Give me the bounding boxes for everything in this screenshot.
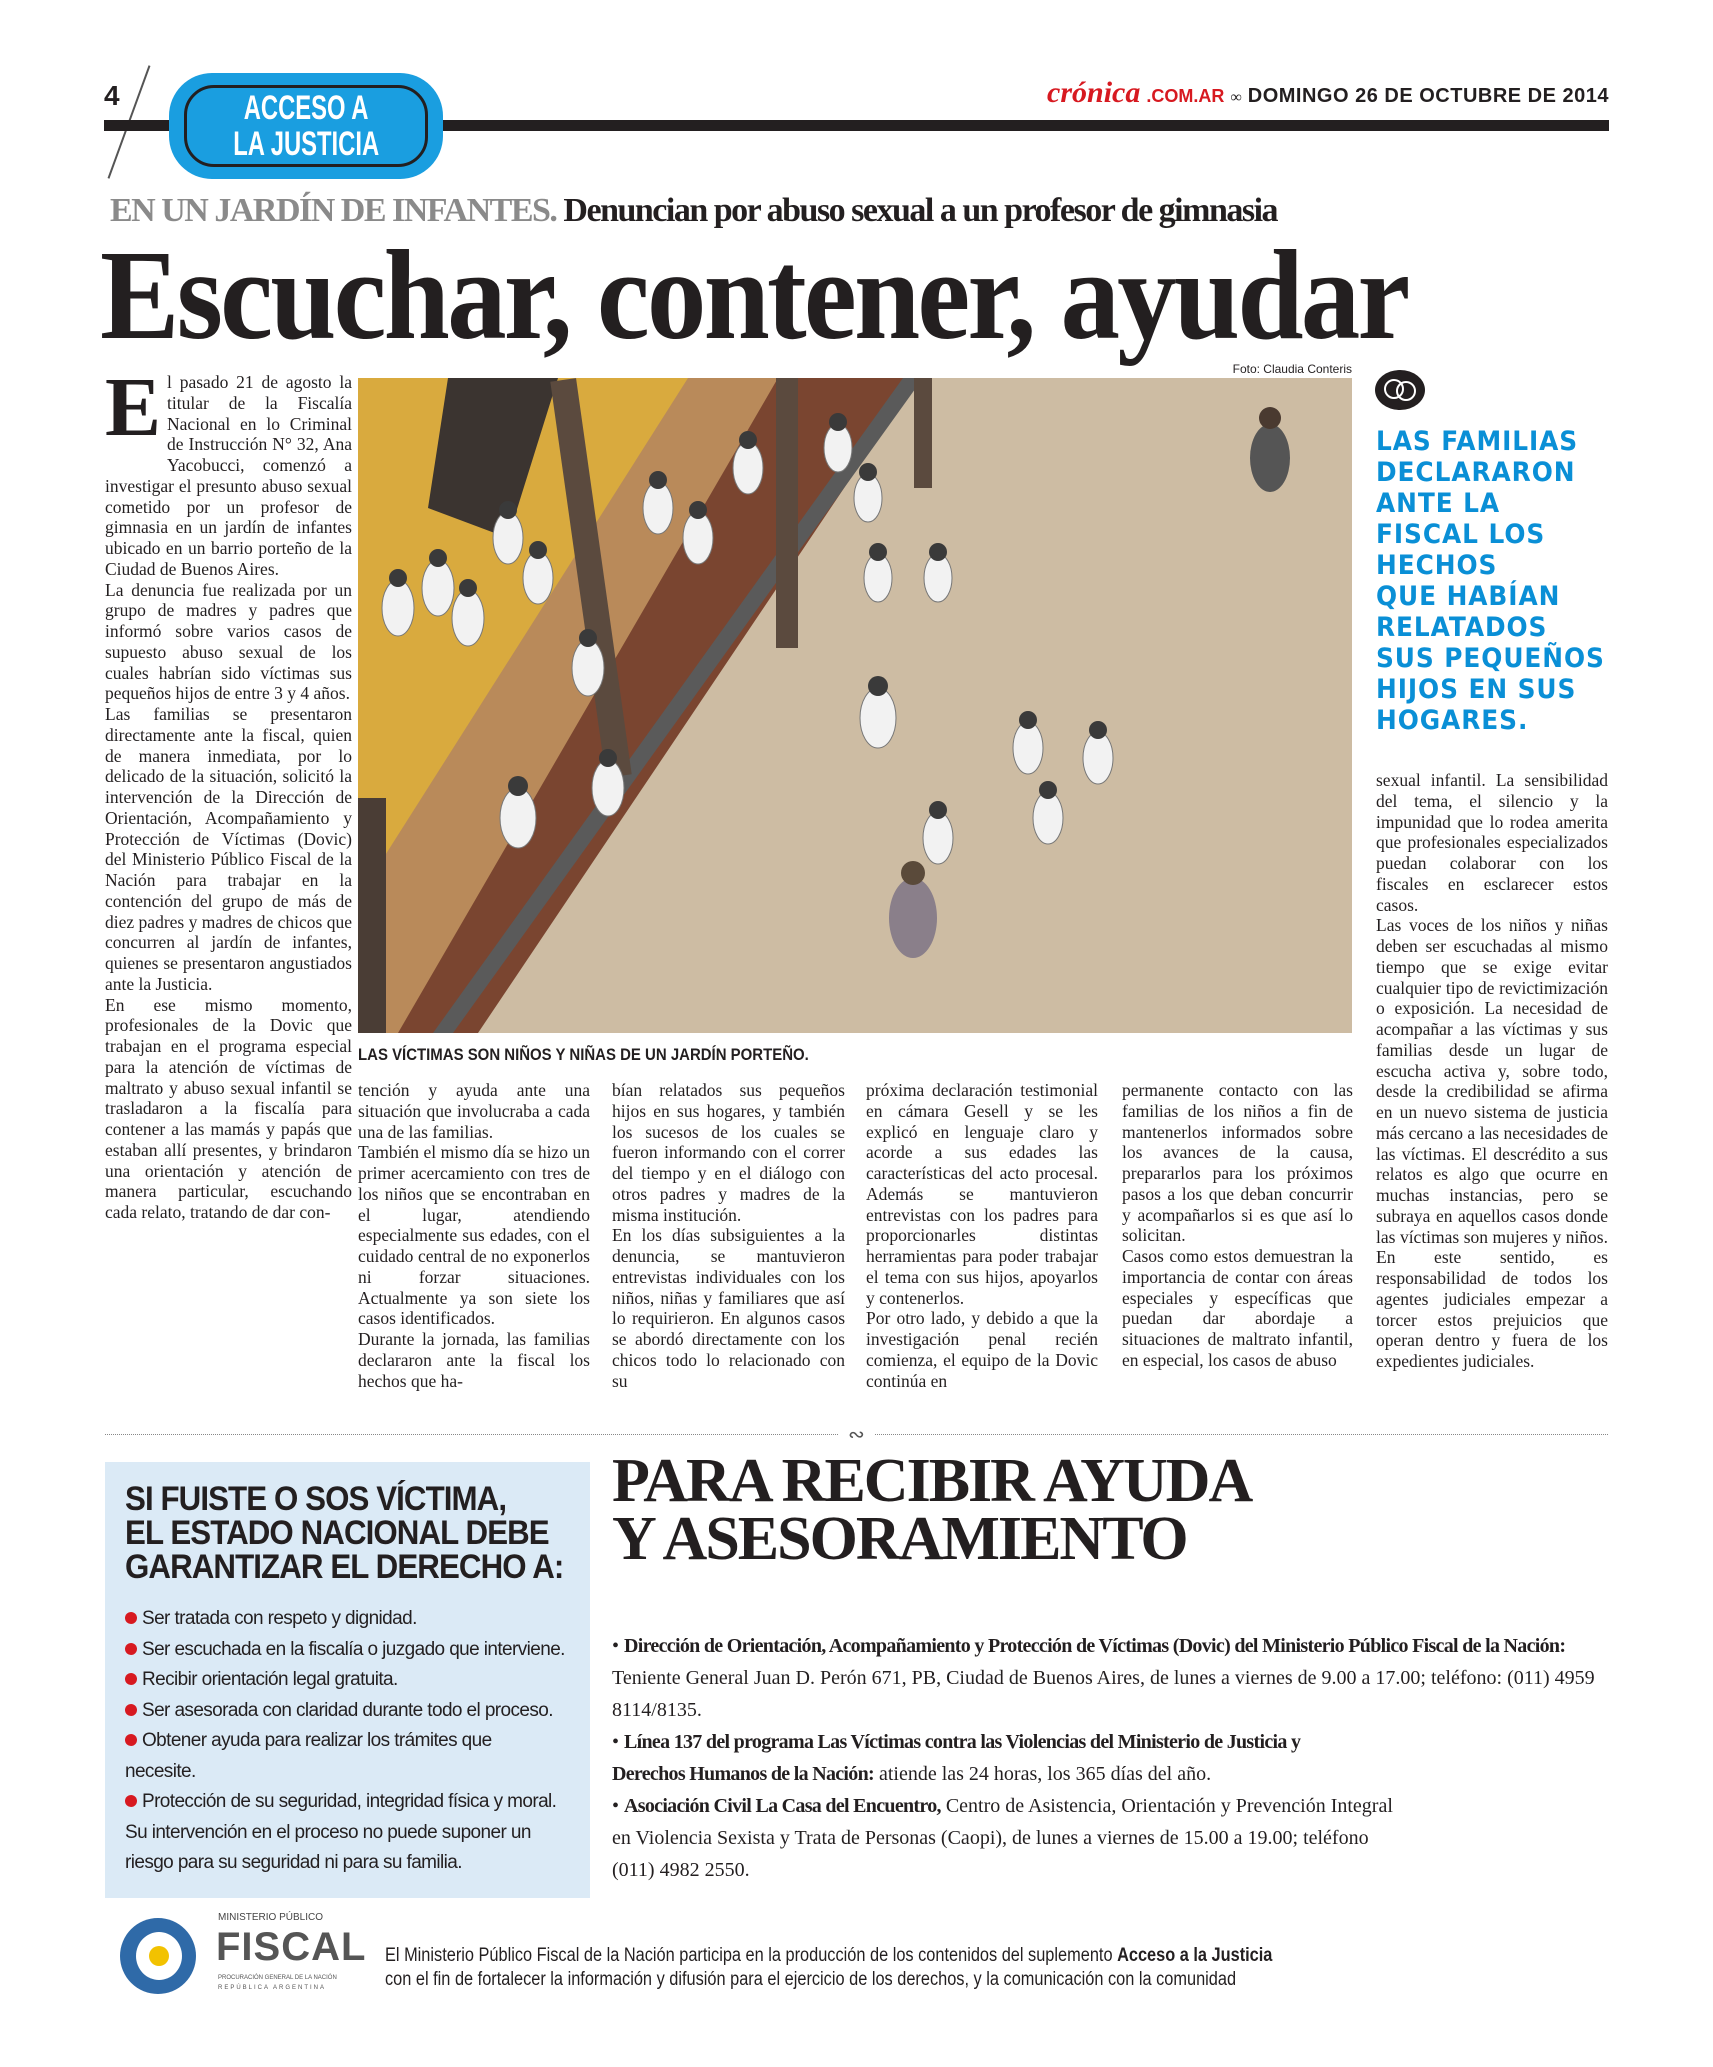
rights-title-line: GARANTIZAR EL DERECHO A: — [125, 1548, 564, 1586]
rights-item-text: Ser tratada con respeto y dignidad. — [142, 1608, 417, 1629]
article-column-4 — [866, 1080, 1098, 1391]
section-badge — [172, 76, 440, 176]
rights-title-line: EL ESTADO NACIONAL DEBE — [125, 1514, 549, 1552]
paragraph: Por otro lado, y debido a que la investigación penal recién comienza, el equipo de la Dovic continúa en — [866, 1308, 1098, 1391]
subhead: Denuncian por abuso sexual a un profesor de gimnasia — [563, 192, 1278, 229]
paragraph: La denuncia fue realizada por un grupo de madres y padres que informó sobre varios casos de supuesto abuso sexual de los cuales habrían sido víctimas sus pequeños hijos de entre 3 y 4 años. — [105, 579, 352, 704]
logo-top-text: MINISTERIO PÚBLICO — [218, 1912, 324, 1923]
rights-title-line: SI FUISTE O SOS VÍCTIMA, — [125, 1480, 507, 1518]
courtyard-photo-illustration — [358, 378, 1352, 1033]
bullet-icon — [125, 1734, 137, 1746]
paragraph: l pasado 21 de agosto la titular de la Fiscalía Nacional en lo Criminal de Instrucción N° 32, Ana Yacobucci, comenzó a investigar el presunto abuso sexual cometido por un profesor de gimnasia en un jardín de infantes ubicado en un barrio porteño de la Ciudad de Buenos Aires. — [105, 372, 352, 579]
bullet-icon — [125, 1795, 137, 1807]
ornament-icon: ∞ — [1230, 89, 1242, 106]
rights-item-text: Obtener ayuda para realizar los trámites que necesite. — [125, 1730, 492, 1782]
pull-quote-line: DECLARARON — [1376, 457, 1576, 488]
contact-details: Teniente General Juan D. Perón 671, PB, Ciudad de Buenos Aires, de lunes a viernes de 9.00 a 17.00; teléfono: (011) 4959 8114/8135. — [612, 1667, 1595, 1721]
footer-text: El Ministerio Público Fiscal de la Nación participa en la producción de los contenidos del suplemento — [385, 1945, 1113, 1966]
rights-item — [125, 1696, 580, 1727]
paragraph: próxima declaración testimonial en cámara Gesell y se les explicó en lenguaje claro y acorde a sus edades las características del acto procesal. Además se mantuvieron entrevistas con los padres para proporcionarles distintas herramientas para poder trabajar el tema con sus hijos, apoyarlos y contenerlos. — [866, 1080, 1098, 1308]
page-number: 4 — [104, 80, 120, 111]
article-column-5 — [1122, 1080, 1353, 1371]
contact-details: Centro de Asistencia, Orientación y Prevención Integral en Violencia Sexista y Trata de Personas (Caopi), de lunes a viernes de 15.00 a 19.00; teléfono (011) 4982 2550. — [612, 1795, 1393, 1881]
paragraph: Las voces de los niños y niñas deben ser escuchadas al mismo tiempo que se exige evitar cualquier tipo de revictimización o exposición. La necesidad de acompañar a las víctimas y sus familias desde un lugar de escucha activa y, sobre todo, desde la credibilidad se afirma en un nuevo sistema de justicia más cercano a las necesidades de las víctimas. El descrédito a sus relatos es algo que ocurre en muchas instancias, pero se subraya en aquellos casos donde las víctimas son mujeres y niños. En este sentido, es responsabilidad de todos los agentes judiciales empezar a torcer estos prejuicios que operan dentro y fuera de los expedientes judiciales. — [1376, 915, 1608, 1371]
bullet-icon — [125, 1612, 137, 1624]
rights-item-text: Ser escuchada en la fiscalía o juzgado que interviene. — [142, 1638, 565, 1660]
bullet-icon — [125, 1673, 137, 1685]
pull-quote-line: HIJOS EN SUS — [1376, 674, 1577, 705]
kicker: EN UN JARDÍN DE INFANTES. — [110, 192, 557, 229]
speech-bubbles-icon — [1375, 370, 1425, 410]
pull-quote-line: QUE HABÍAN — [1376, 581, 1561, 612]
issue-date: DOMINGO 26 DE OCTUBRE DE 2014 — [1247, 85, 1609, 107]
contacts-list — [612, 1630, 1612, 1886]
paragraph: También el mismo día se hizo un primer acercamiento con tres de los niños que se encontraban en el lugar, atendiendo especialmente sus edades, con el cuidado central de no exponerlos ni forzar situaciones. Actualmente ya son siete los casos identificados. — [358, 1142, 590, 1329]
brand-domain: .COM.AR — [1146, 86, 1225, 106]
divider-ornament-icon: ∾ — [838, 1422, 875, 1446]
help-title-line: Y ASESORAMIENTO — [612, 1505, 1187, 1573]
drop-cap: E — [105, 361, 162, 454]
logo-sub-text: PROCURACIÓN GENERAL DE LA NACIÓN — [218, 1975, 337, 1981]
photo-caption: LAS VÍCTIMAS SON NIÑOS Y NIÑAS DE UN JARDÍN PORTEÑO. — [358, 1045, 809, 1064]
rights-item-text: Protección de su seguridad, integridad física y moral. — [142, 1791, 557, 1812]
paragraph: En los días subsiguientes a la denuncia, se mantuvieron entrevistas individuales con los niños, niñas y familiares que así lo requirieron. En algunos casos se abordó directamente con los chicos todo lo relacionado con su — [612, 1225, 845, 1391]
article-column-3 — [612, 1080, 845, 1391]
pull-quote-line: HOGARES. — [1376, 705, 1529, 736]
pull-quote-line: LAS FAMILIAS — [1376, 426, 1579, 457]
logo-main-text: FISCAL — [216, 1925, 367, 1969]
rights-box-title — [125, 1482, 563, 1584]
paragraph: permanente contacto con las familias de los niños a fin de mantenerlos informados sobre los avances de la causa, prepararlos para los próximos pasos a los que deban concurrir y acompañarlos si es que así lo solicitan. — [1122, 1080, 1353, 1246]
contact-name: Dirección de Orientación, Acompañamiento y Protección de Víctimas (Dovic) del Ministerio Público Fiscal de la Nación: — [624, 1635, 1566, 1657]
help-title — [612, 1447, 1252, 1573]
photo-credit: Foto: Claudia Conteris — [1232, 362, 1352, 376]
pull-quote — [1376, 426, 1626, 736]
rights-item — [125, 1604, 580, 1635]
paragraph: bían relatados sus pequeños hijos en sus hogares, y también los sucesos de los cuales se fueron informando con el correr del tiempo y en el diálogo con otros padres y madres de la misma institución. — [612, 1080, 845, 1225]
rights-item — [125, 1665, 580, 1696]
paragraph: Durante la jornada, las familias declararon ante la fiscal los hechos que ha- — [358, 1329, 590, 1391]
paragraph: tención y ayuda ante una situación que involucraba a cada una de las familias. — [358, 1080, 590, 1142]
pull-quote-line: HECHOS — [1376, 550, 1498, 581]
pull-quote-line: FISCAL LOS — [1376, 519, 1546, 550]
rights-item — [125, 1635, 580, 1666]
rights-box — [105, 1462, 590, 1898]
section-badge-line: ACCESO A — [243, 89, 369, 127]
rights-note: Su intervención en el proceso no puede suponer un riesgo para su seguridad ni para su familia. — [125, 1821, 531, 1873]
rights-item-text: Recibir orientación legal gratuita. — [142, 1669, 398, 1690]
brand-logo: crónica — [1047, 76, 1141, 109]
paragraph: sexual infantil. La sensibilidad del tema, el silencio y la impunidad que lo rodea amerita que profesionales especializados puedan colaborar con los fiscales en esclarecer estos casos. — [1376, 770, 1608, 915]
paragraph: En ese mismo momento, profesionales de la Dovic que trabajan en el programa especial para la atención de víctimas de maltrato y abuso sexual infantil se trasladaron a la fiscalía para contener a las mamás y papás que estaban allí presentes, y brindaron una orientación y atención de manera particular, escuchando cada relato, tratando de dar con- — [105, 994, 352, 1222]
headline: Escuchar, contener, ayudar — [100, 224, 1408, 366]
article-column-1 — [105, 361, 352, 1223]
supplement-name: Acceso a la Justicia — [1117, 1945, 1273, 1966]
contact-item: • Dirección de Orientación, Acompañamiento y Protección de Víctimas (Dovic) del Ministerio Público Fiscal de la Nación: Teniente General Juan D. Perón 671, PB, Ciudad de Buenos Aires, de lunes a viernes de 9.00 a 17.00; teléfono: (011) 4959 8114/8135. — [612, 1635, 1595, 1721]
contact-name: Línea 137 del programa Las Víctimas contra las Violencias del Ministerio de Justicia y Derechos Humanos de la Nación: — [612, 1731, 1301, 1785]
article-column-6 — [1376, 770, 1608, 1372]
pull-quote-line: RELATADOS — [1376, 612, 1548, 643]
section-badge-line: LA JUSTICIA — [233, 125, 379, 163]
rights-list — [125, 1604, 580, 1879]
article-column-2 — [358, 1080, 590, 1391]
ministerio-fiscal-logo — [120, 1912, 367, 2002]
rights-item — [125, 1787, 580, 1818]
rights-item-text: Ser asesorada con claridad durante todo el proceso. — [142, 1699, 553, 1721]
paragraph: Las familias se presentaron directamente ante la fiscal, quien de manera inmediata, por lo delicado de la situación, solicitó la intervención de la Dirección de Orientación, Acompañamiento y Protección de Víctimas (Dovic) del Ministerio Público Fiscal de la Nación para trabajar en la contención del grupo de más de diez padres y madres de chicos que concurren al jardín de infantes, quienes se presentaron angustiados ante la Justicia. — [105, 704, 352, 994]
masthead — [1047, 76, 1609, 110]
pull-quote-line: ANTE LA — [1376, 488, 1501, 519]
paragraph: Casos como estos demuestran la importancia de contar con áreas especiales y específicas que puedan dar abordaje a situaciones de maltrato infantil, en especial, los casos de abuso — [1122, 1246, 1353, 1370]
rights-item — [125, 1726, 515, 1787]
bullet-icon — [125, 1643, 137, 1655]
pull-quote-line: SUS PEQUEÑOS — [1376, 643, 1605, 674]
sun-emblem-icon — [120, 1918, 196, 1994]
bullet-icon — [125, 1704, 137, 1716]
article-photo — [358, 378, 1352, 1033]
footer-credit — [385, 1944, 1272, 1992]
contact-item: • Asociación Civil La Casa del Encuentro, Centro de Asistencia, Orientación y Prevención Integral en Violencia Sexista y Trata de Personas (Caopi), de lunes a viernes de 15.00 a 19.00; teléfono (011) 4982 2550. — [612, 1795, 1393, 1881]
contact-item: • Línea 137 del programa Las Víctimas contra las Violencias del Ministerio de Justicia y Derechos Humanos de la Nación: atiende las 24 horas, los 365 días del año. — [612, 1731, 1301, 1785]
help-title-line: PARA RECIBIR AYUDA — [612, 1447, 1252, 1515]
contact-details: atiende las 24 horas, los 365 días del año. — [878, 1763, 1212, 1785]
footer-text: con el fin de fortalecer la información y difusión para el ejercicio de los derechos, y la comunicación con la comunidad — [385, 1969, 1237, 1990]
logo-sub-text: REPÚBLICA ARGENTINA — [218, 1985, 327, 1991]
contact-name: Asociación Civil La Casa del Encuentro, — [624, 1795, 941, 1817]
